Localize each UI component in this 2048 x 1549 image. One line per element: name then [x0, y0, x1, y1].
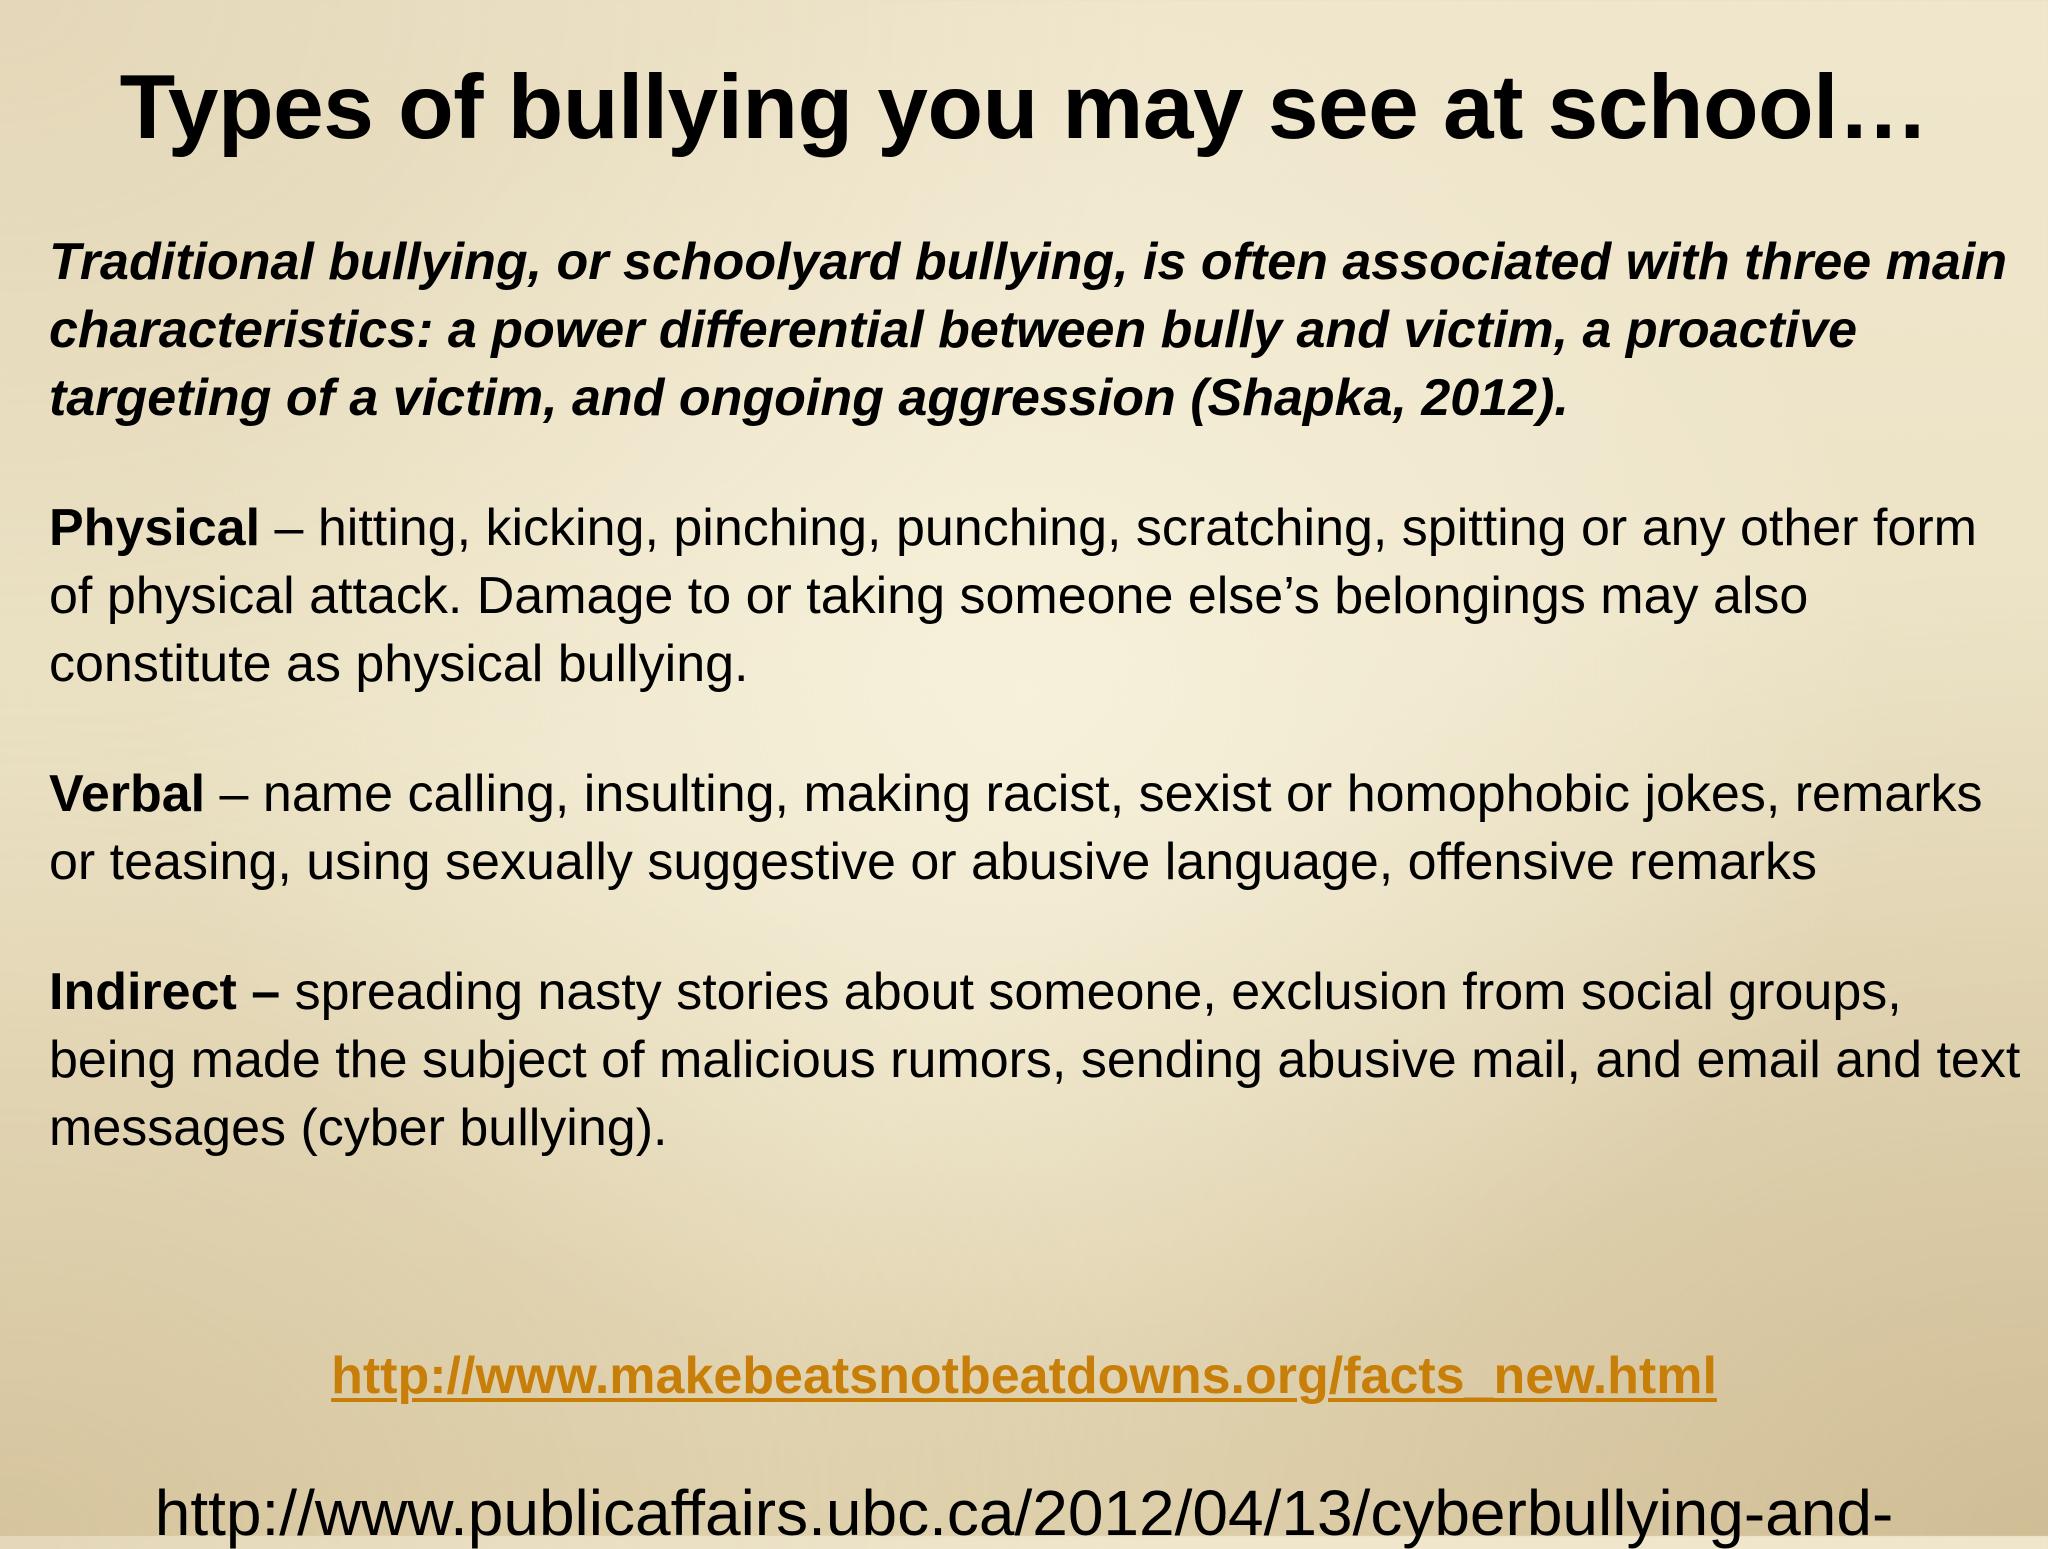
verbal-description: – name calling, insulting, making racist, sexist or homophobic jokes, remarks or teasing, using sexually suggestive or abusive language, offensive remarks	[49, 765, 1983, 891]
verbal-paragraph	[49, 760, 2024, 896]
publicaffairs-link[interactable]: http://www.publicaffairs.ubc.ca/2012/04/13/cyberbullying-and-	[154, 1477, 1894, 1549]
physical-paragraph	[49, 494, 2024, 698]
slide-title: Types of bullying you may see at school…	[119, 57, 1929, 158]
physical-description: – hitting, kicking, pinching, punching, scratching, spitting or any other form of physical attack. Damage to or taking someone else’s belongings may also constitute as physical bullying.	[49, 499, 1977, 693]
makebeats-link[interactable]: http://www.makebeatsnotbeatdowns.org/facts_new.html	[331, 1347, 1717, 1405]
intro-paragraph: Traditional bullying, or schoolyard bullying, is often associated with three main characteristics: a power differential between bully and victim, a proactive targeting of a victim, and ongoing aggression (Shapka, 2012).	[49, 233, 2008, 427]
indirect-description: spreading nasty stories about someone, exclusion from social groups, being made the subject of malicious rumors, sending abusive mail, and email and text messages (cyber bullying).	[49, 963, 2021, 1157]
verbal-term: Verbal	[49, 765, 206, 823]
physical-term: Physical	[49, 499, 261, 557]
slide-body	[49, 228, 2024, 1224]
indirect-term: Indirect –	[49, 963, 281, 1021]
indirect-paragraph	[49, 958, 2024, 1162]
